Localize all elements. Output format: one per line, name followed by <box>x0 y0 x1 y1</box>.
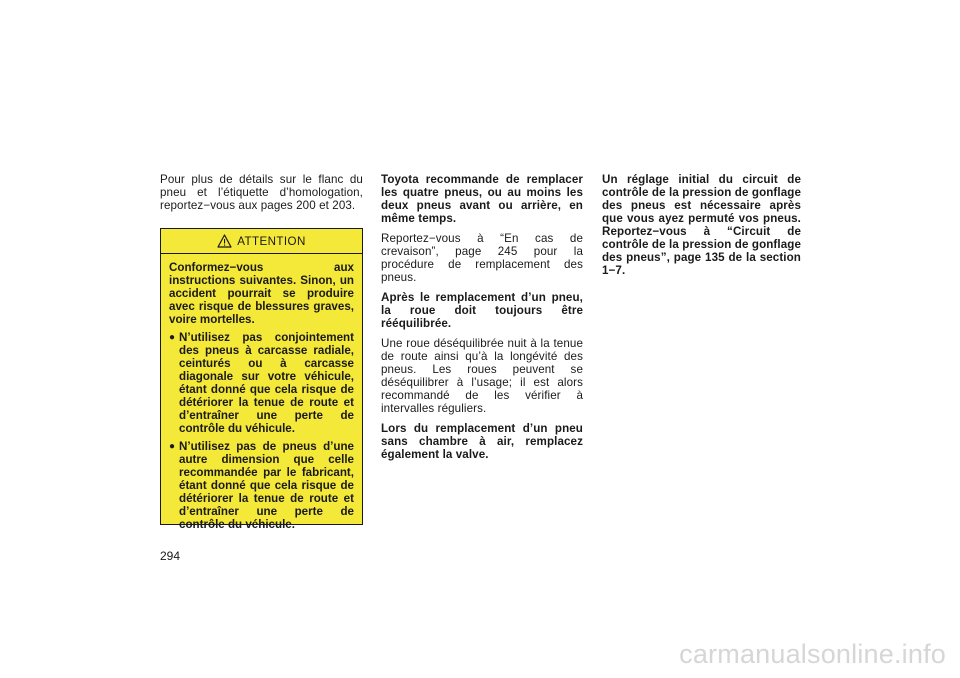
warning-list-item <box>169 331 354 435</box>
warning-title: ATTENTION <box>237 234 306 248</box>
warning-header <box>161 229 362 254</box>
warning-list-item <box>169 440 354 531</box>
paragraph-unbalanced-wheel: Une roue déséquilibrée nuit à la tenue de route ainsi qu’à la longévité des pneus. Les roues peuvent se déséquilibrer à l’usage; il est alors recommandé de les vérifier à intervalles réguliers. <box>381 337 583 415</box>
watermark: carmanualsonline.info <box>679 639 946 669</box>
text-column-right <box>602 173 801 284</box>
warning-triangle-icon <box>217 234 232 248</box>
warning-body <box>161 254 362 531</box>
warning-item-text: N’utilisez pas conjointement des pneus à carcasse radiale, ceinturés ou à carcasse diagonale sur votre véhicule, étant donné que cela risque de détériorer la tenue de route et d’entraîner une perte de contrôle du véhicule. <box>179 331 354 435</box>
intro-paragraph: Pour plus de détails sur le flanc du pneu et l’étiquette d’homologation, reportez−vous aux pages 200 et 203. <box>160 173 363 212</box>
paragraph-flat-tire-ref: Reportez−vous à “En cas de crevaison”, page 245 pour la procédure de remplacement des pneus. <box>381 232 583 284</box>
warning-lead: Conformez−vous aux instructions suivantes. Sinon, un accident pourrait se produire avec risque de blessures graves, voire mortelles. <box>169 261 354 326</box>
warning-box <box>160 228 363 531</box>
paragraph-replace-tires: Toyota recommande de remplacer les quatre pneus, ou au moins les deux pneus avant ou arrière, en même temps. <box>381 173 583 225</box>
bullet-icon: ● <box>169 441 176 452</box>
text-column-middle <box>381 173 583 468</box>
paragraph-valve: Lors du remplacement d’un pneu sans chambre à air, remplacez également la valve. <box>381 422 583 461</box>
page-number: 294 <box>160 549 181 563</box>
paragraph-pressure-reset: Un réglage initial du circuit de contrôle de la pression de gonflage des pneus est nécessaire après que vous ayez permuté vos pneus. Reportez−vous à “Circuit de contrôle de la pression de gonflage des pneus”, page 135 de la section 1−7. <box>602 173 801 277</box>
warning-list <box>169 331 354 531</box>
warning-item-text: N’utilisez pas de pneus d’une autre dimension que celle recommandée par le fabricant, étant donné que cela risque de détériorer la tenue de route et d’entraîner une perte de contrôle du véhicule. <box>179 440 354 531</box>
paragraph-rebalance: Après le remplacement d’un pneu, la roue doit toujours être rééquilibrée. <box>381 291 583 330</box>
bullet-icon: ● <box>169 332 176 343</box>
text-column-left <box>160 173 363 219</box>
